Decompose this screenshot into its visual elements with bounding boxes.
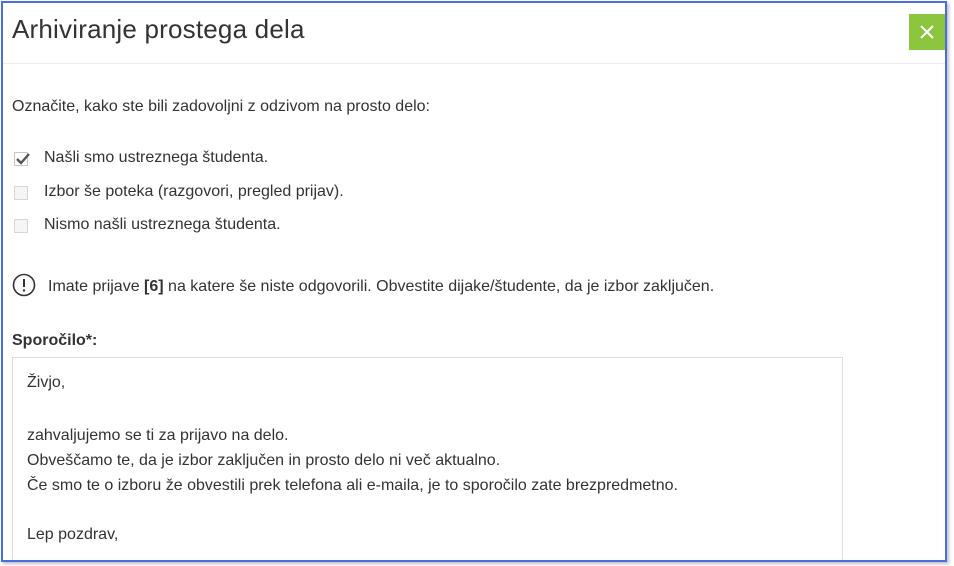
message-line: Če smo te o izboru že obvestili prek telefona ali e-maila, je to sporočilo zate brezpredmetno. [27,477,678,494]
message-line: zahvaljujemo se ti za prijavo na delo. [27,427,289,444]
dialog-header [3,3,945,64]
close-icon [920,25,934,39]
checkbox-selection-ongoing[interactable] [14,186,28,200]
message-line: Lep pozdrav, [27,526,119,543]
option-label: Našli smo ustreznega študenta. [44,149,269,166]
message-line: Živjo, [27,374,66,391]
option-label: Izbor še poteka (razgovori, pregled prijav). [44,183,344,200]
checkbox-not-found[interactable] [14,219,28,233]
notice-text: Imate prijave [6] na katere še niste odgovorili. Obvestite dijake/študente, da je izbor zaključen. [48,278,715,295]
checkbox-found-student[interactable] [14,152,28,166]
exclamation-circle-icon [12,273,36,297]
message-textarea[interactable] [12,357,843,562]
archive-dialog [1,1,947,562]
dialog-title: Arhiviranje prostega dela [12,14,305,44]
pending-count[interactable]: [6] [144,278,164,295]
satisfaction-prompt: Označite, kako ste bili zadovoljni z odzivom na prosto delo: [12,98,430,115]
checkmark-icon [14,150,32,168]
option-label: Nismo našli ustreznega študenta. [44,216,281,233]
close-button[interactable] [909,14,945,50]
message-label: Sporočilo*: [12,332,98,349]
message-line: Obveščamo te, da je izbor zaključen in prosto delo ni več aktualno. [27,452,501,469]
